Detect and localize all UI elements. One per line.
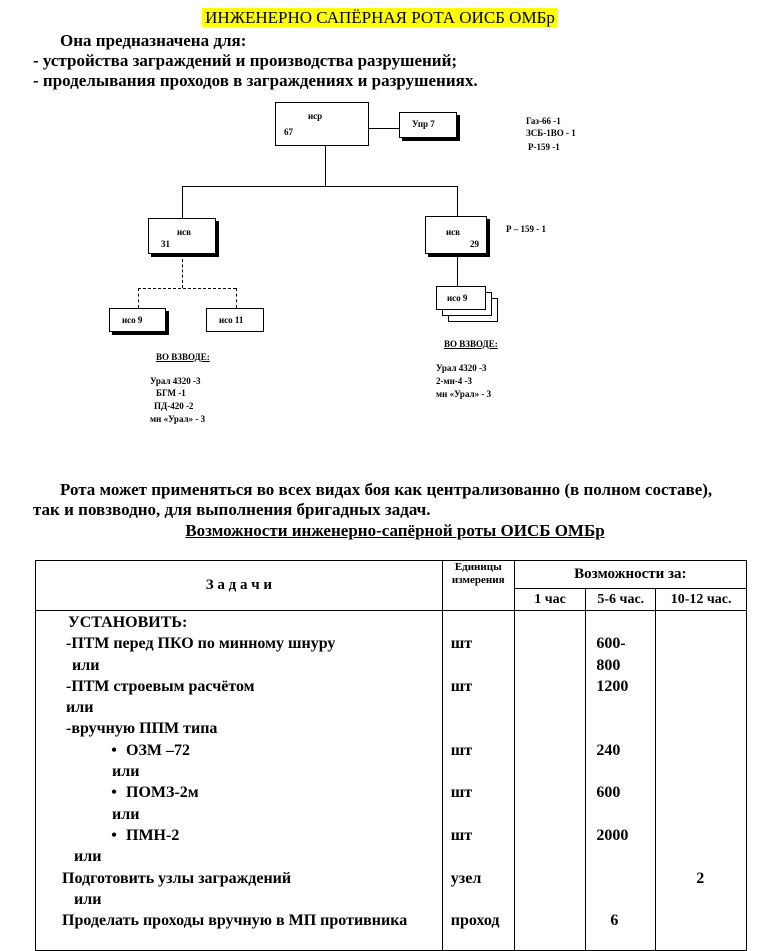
left-equip-1: Урал 4320 -3: [150, 376, 201, 386]
application-line-1: Рота может применяться во всех видах боя как централизованно (в полном составе),: [60, 480, 713, 499]
capacity-value: 600-: [596, 635, 626, 653]
left-equip-3: ПД-420 -2: [154, 401, 194, 411]
org-box-isv-left: [148, 218, 216, 254]
intro-item-2: - проделывания проходов в заграждениях и разрушениях.: [33, 71, 478, 90]
five-six-hour-cell: [586, 611, 656, 951]
org-box-isv-right: [425, 216, 487, 254]
one-hour-cell: [514, 611, 586, 951]
units-cell: [442, 611, 514, 951]
task-line: или: [74, 848, 102, 866]
unit-value: шт: [450, 635, 473, 653]
top-equipment-2: ЗСБ-1ВО - 1: [526, 128, 576, 138]
right-equip-3: мн «Урал» - 3: [436, 389, 492, 399]
org-box-iso-1: [109, 308, 166, 332]
top-equipment-3: Р-159 -1: [528, 142, 560, 152]
task-line: или: [74, 890, 102, 908]
task-line: или: [66, 699, 94, 717]
org-box-isr: [275, 102, 369, 146]
capabilities-title: Возможности инженерно-сапёрной роты ОИСБ ОМБр: [185, 521, 605, 540]
org-box-isv-left-label: исв: [177, 227, 192, 237]
task-line: • ОЗМ –72: [36, 740, 442, 761]
org-box-isr-label: иср: [308, 111, 323, 121]
org-box-iso-3-label: исо 9: [447, 293, 468, 303]
task-line: или: [112, 763, 140, 781]
task-line: Подготовить узлы заграждений: [62, 869, 292, 887]
task-line: • ПМН-2: [36, 825, 442, 846]
task-line: -ПТМ перед ПКО по минному шнуру: [66, 635, 336, 653]
org-box-isr-count: 67: [284, 127, 293, 137]
right-radio: Р – 159 - 1: [506, 224, 546, 234]
org-box-iso-1-label: исо 9: [122, 315, 143, 325]
document-title: ИНЖЕНЕРНО САПЁРНАЯ РОТА ОИСБ ОМБр: [0, 8, 760, 28]
org-box-isv-right-count: 29: [470, 239, 479, 249]
task-line: или: [72, 656, 100, 674]
capacity-value: 240: [596, 741, 621, 759]
header-10-12h: 10-12 час.: [656, 589, 747, 611]
org-box-iso-2: [206, 308, 264, 332]
unit-value: шт: [450, 677, 473, 695]
header-capabilities: Возможности за:: [514, 561, 746, 589]
intro-item-1: - устройства заграждений и производства разрушений;: [33, 51, 458, 70]
intro-lead: Она предназначена для:: [60, 31, 247, 50]
unit-value: проход: [450, 912, 500, 930]
org-box-iso-2-label: исо 11: [219, 315, 244, 325]
capacity-value: 2000: [596, 826, 629, 844]
header-units: Единицы измерения: [442, 561, 514, 611]
unit-value: шт: [450, 784, 473, 802]
right-equip-1: Урал 4320 -3: [436, 363, 487, 373]
right-equip-2: 2-мн-4 -3: [436, 376, 473, 386]
capacity-value: 1200: [596, 677, 629, 695]
org-box-upr: [399, 112, 457, 138]
left-platoon-header: ВО ВЗВОДЕ:: [156, 352, 210, 362]
unit-value: узел: [450, 869, 482, 887]
unit-value: шт: [450, 826, 473, 844]
task-line: УСТАНОВИТЬ:: [68, 614, 188, 631]
org-box-upr-label: Упр 7: [412, 119, 435, 129]
task-line: • ПОМЗ-2м: [36, 782, 442, 803]
right-platoon-header: ВО ВЗВОДЕ:: [444, 339, 498, 349]
application-line-2: так и повзводно, для выполнения бригадных задач.: [33, 500, 431, 519]
org-box-isv-right-label: исв: [446, 227, 461, 237]
capacity-value: 2: [696, 869, 705, 887]
capabilities-table: [35, 560, 747, 951]
org-box-iso-3: [436, 286, 486, 310]
header-1h: 1 час: [514, 589, 586, 611]
top-equipment-1: Газ-66 -1: [526, 116, 561, 126]
task-line: -ПТМ строевым расчётом: [66, 677, 255, 695]
task-line: -вручную ППМ типа: [66, 720, 218, 738]
ten-twelve-hour-cell: [656, 611, 747, 951]
header-tasks: З а д а ч и: [36, 561, 443, 611]
capacity-value: 6: [610, 912, 619, 930]
capacity-value: 800: [596, 656, 621, 674]
unit-value: шт: [450, 741, 473, 759]
capacity-value: 600: [596, 784, 621, 802]
left-equip-2: БГМ -1: [156, 388, 186, 398]
task-line: или: [112, 805, 140, 823]
header-5-6h: 5-6 час.: [586, 589, 656, 611]
left-equip-4: мн «Урал» - 3: [150, 414, 206, 424]
org-box-isv-left-count: 31: [161, 239, 170, 249]
tasks-cell: [36, 611, 443, 951]
task-line: Проделать проходы вручную в МП противника: [62, 912, 408, 930]
